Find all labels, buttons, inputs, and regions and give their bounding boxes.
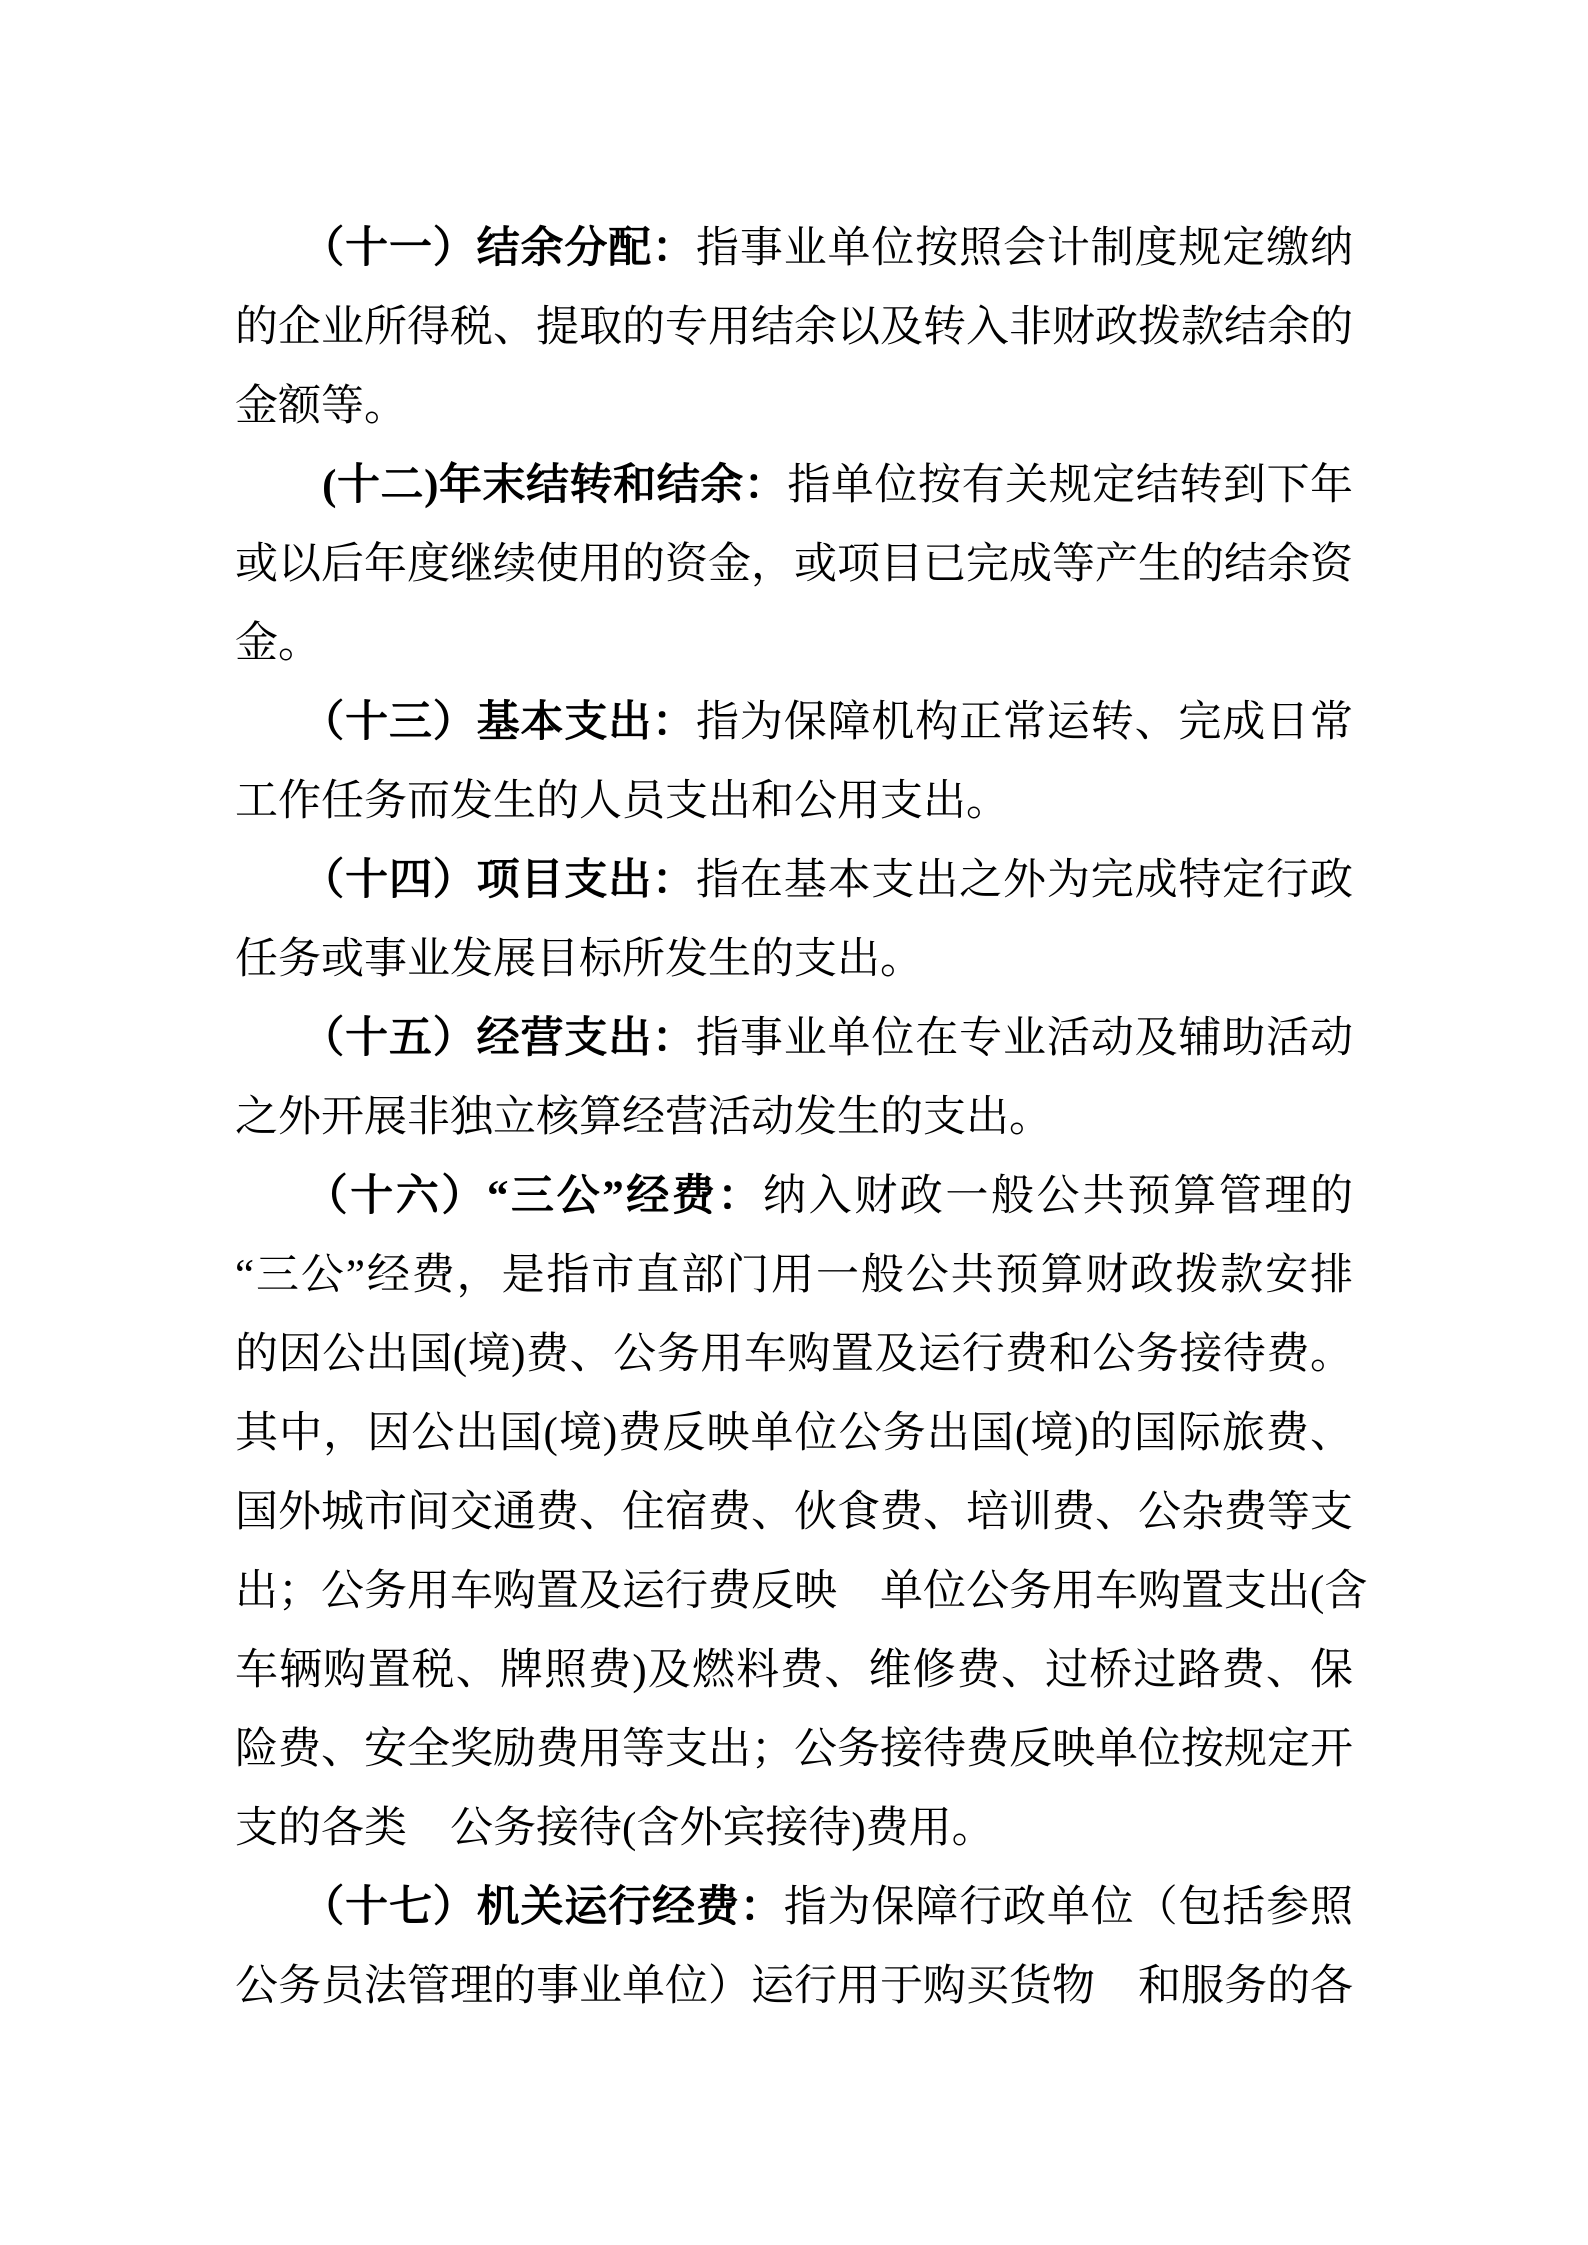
text-line: [235, 1078, 1353, 1157]
paragraph-text: 车辆购置税、牌照费)及燃料费、维修费、过桥过路费、保: [235, 1647, 1353, 1694]
paragraph-text: 或以后年度继续使用的资金，或项目已完成等产生的结余资: [235, 541, 1353, 588]
paragraph-heading: （十四）项目支出：: [235, 857, 696, 904]
text-line: [235, 1552, 1368, 1631]
text-line: [235, 1236, 1353, 1315]
paragraph-text: 工作任务而发生的人员支出和公用支出。: [235, 778, 1009, 825]
paragraph-text: “三公”经费，是指市直部门用一般公共预算财政拨款安排: [235, 1252, 1353, 1299]
text-block: [235, 209, 1368, 2026]
paragraph-text: 指单位按有关规定结转到下年: [787, 462, 1354, 509]
paragraph-text: 支的各类 公务接待(含外宾接待)费用。: [235, 1805, 995, 1852]
paragraph-text: 公务员法管理的事业单位）运行用于购买货物 和服务的各: [235, 1963, 1353, 2010]
paragraph-text: 金。: [235, 620, 321, 667]
text-line: [235, 1473, 1353, 1552]
text-line: [235, 683, 1353, 762]
text-line: [235, 1157, 1353, 1236]
paragraph-text: 的因公出国(境)费、公务用车购置及运行费和公务接待费。: [235, 1331, 1353, 1378]
paragraph-heading: （十三）基本支出：: [235, 699, 696, 746]
paragraph-text: 金额等。: [235, 383, 407, 430]
text-line: [235, 288, 1353, 367]
text-line: [235, 762, 1353, 841]
paragraph-text: 指为保障行政单位（包括参照: [783, 1884, 1354, 1931]
paragraph-heading: （十一）结余分配：: [235, 225, 696, 272]
paragraph-heading: (十二)年末结转和结余：: [235, 462, 788, 509]
paragraph-heading: （十七）机关运行经费：: [235, 1884, 784, 1931]
text-line: [235, 1394, 1353, 1473]
text-line: [235, 209, 1353, 288]
text-line: [235, 1868, 1353, 1947]
paragraph-text: 出；公务用车购置及运行费反映 单位公务用车购置支出(含: [235, 1568, 1368, 1615]
paragraph-heading: （十六）“三公”经费：: [235, 1173, 764, 1220]
text-line: [235, 525, 1353, 604]
paragraph-text: 国外城市间交通费、住宿费、伙食费、培训费、公杂费等支: [235, 1489, 1353, 1536]
paragraph-text: 的企业所得税、提取的专用结余以及转入非财政拨款结余的: [235, 304, 1353, 351]
text-line: [235, 446, 1353, 525]
paragraph-text: 之外开展非独立核算经营活动发生的支出。: [235, 1094, 1052, 1141]
text-line: [235, 1710, 1353, 1789]
text-line: [235, 1315, 1353, 1394]
paragraph-text: 其中，因公出国(境)费反映单位公务出国(境)的国际旅费、: [235, 1410, 1353, 1457]
text-line: [235, 1789, 1353, 1868]
text-line: [235, 604, 1353, 683]
paragraph-text: 指为保障机构正常运转、完成日常: [695, 699, 1354, 746]
paragraph-text: 任务或事业发展目标所发生的支出。: [235, 936, 923, 983]
text-line: [235, 367, 1353, 446]
text-line: [235, 1631, 1353, 1710]
text-line: [235, 1947, 1353, 2026]
paragraph-text: 纳入财政一般公共预算管理的: [763, 1173, 1354, 1220]
text-line: [235, 999, 1353, 1078]
paragraph-text: 指事业单位在专业活动及辅助活动: [695, 1015, 1354, 1062]
text-line: [235, 841, 1353, 920]
paragraph-text: 指在基本支出之外为完成特定行政: [695, 857, 1354, 904]
paragraph-text: 指事业单位按照会计制度规定缴纳: [695, 225, 1354, 272]
text-line: [235, 920, 1353, 999]
paragraph-heading: （十五）经营支出：: [235, 1015, 696, 1062]
paragraph-text: 险费、安全奖励费用等支出；公务接待费反映单位按规定开: [235, 1726, 1353, 1773]
